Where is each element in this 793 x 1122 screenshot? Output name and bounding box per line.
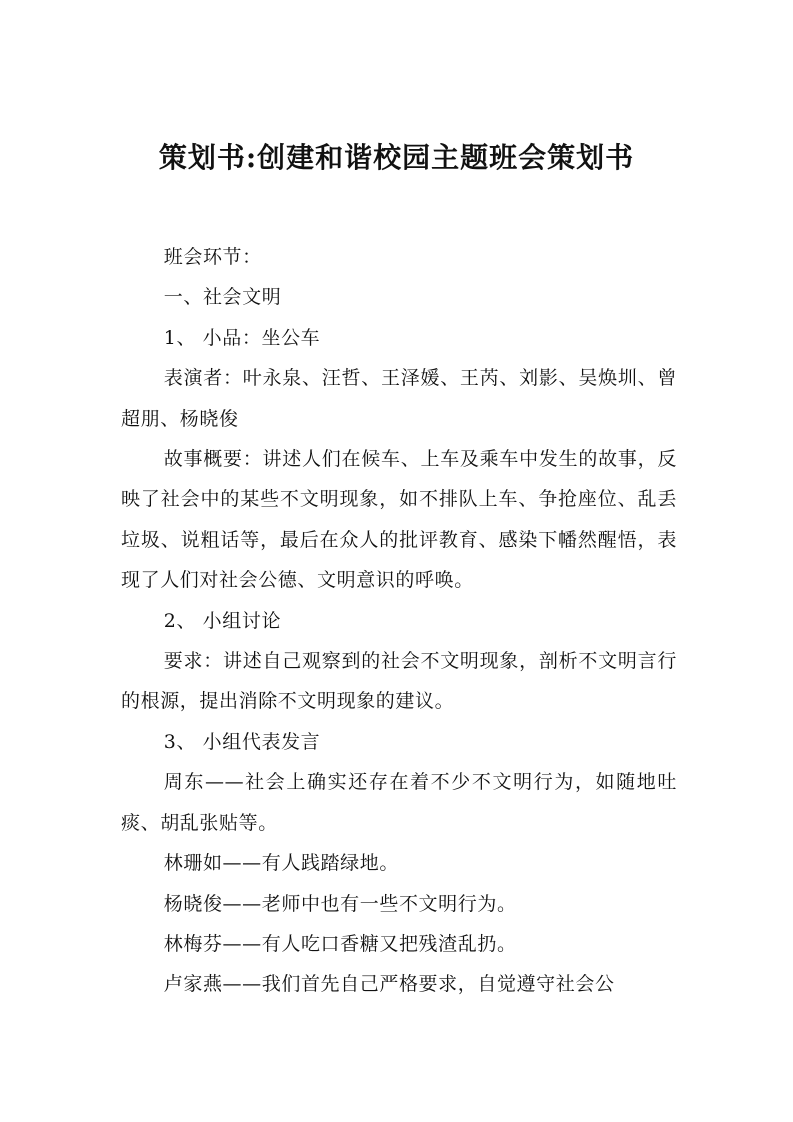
paragraph-item-1: 1、 小品：坐公车 (163, 326, 321, 349)
document-body (121, 237, 677, 1005)
paragraph-item-2: 2、 小组讨论 (163, 609, 282, 632)
paragraph-performers: 表演者：叶永泉、汪哲、王泽媛、王芮、刘影、吴焕圳、曾超朋、杨晓俊 (121, 367, 677, 430)
paragraph-part-one-heading: 一、社会文明 (163, 286, 282, 309)
paragraph-item-3: 3、 小组代表发言 (163, 730, 321, 753)
paragraph-story-summary: 故事概要：讲述人们在候车、上车及乘车中发生的故事，反映了社会中的某些不文明现象，如不排队上车、争抢座位、乱丢垃圾、说粗话等，最后在众人的批评教育、感染下幡然醒悟，表现了人们对社会公德、文明意识的呼唤。 (121, 448, 677, 592)
paragraph-speaker-zhoudong: 周东——社会上确实还存在着不少不文明行为，如随地吐痰、胡乱张贴等。 (121, 771, 677, 834)
paragraph-speaker-linshanru: 林珊如——有人践踏绿地。 (163, 852, 399, 875)
paragraph-speaker-lujiayan: 卢家燕——我们首先自己严格要求，自觉遵守社会公 (163, 973, 615, 996)
paragraph-section-heading: 班会环节： (163, 246, 262, 268)
paragraph-requirements: 要求：讲述自己观察到的社会不文明现象，剖析不文明言行的根源，提出消除不文明现象的建议。 (121, 650, 677, 713)
document-title: 策划书:创建和谐校园主题班会策划书 (158, 141, 635, 174)
paragraph-speaker-yangxiaojun: 杨晓俊——老师中也有一些不文明行为。 (163, 892, 517, 915)
paragraph-speaker-linmeifen: 林梅芬——有人吃口香糖又把残渣乱扔。 (163, 932, 517, 955)
